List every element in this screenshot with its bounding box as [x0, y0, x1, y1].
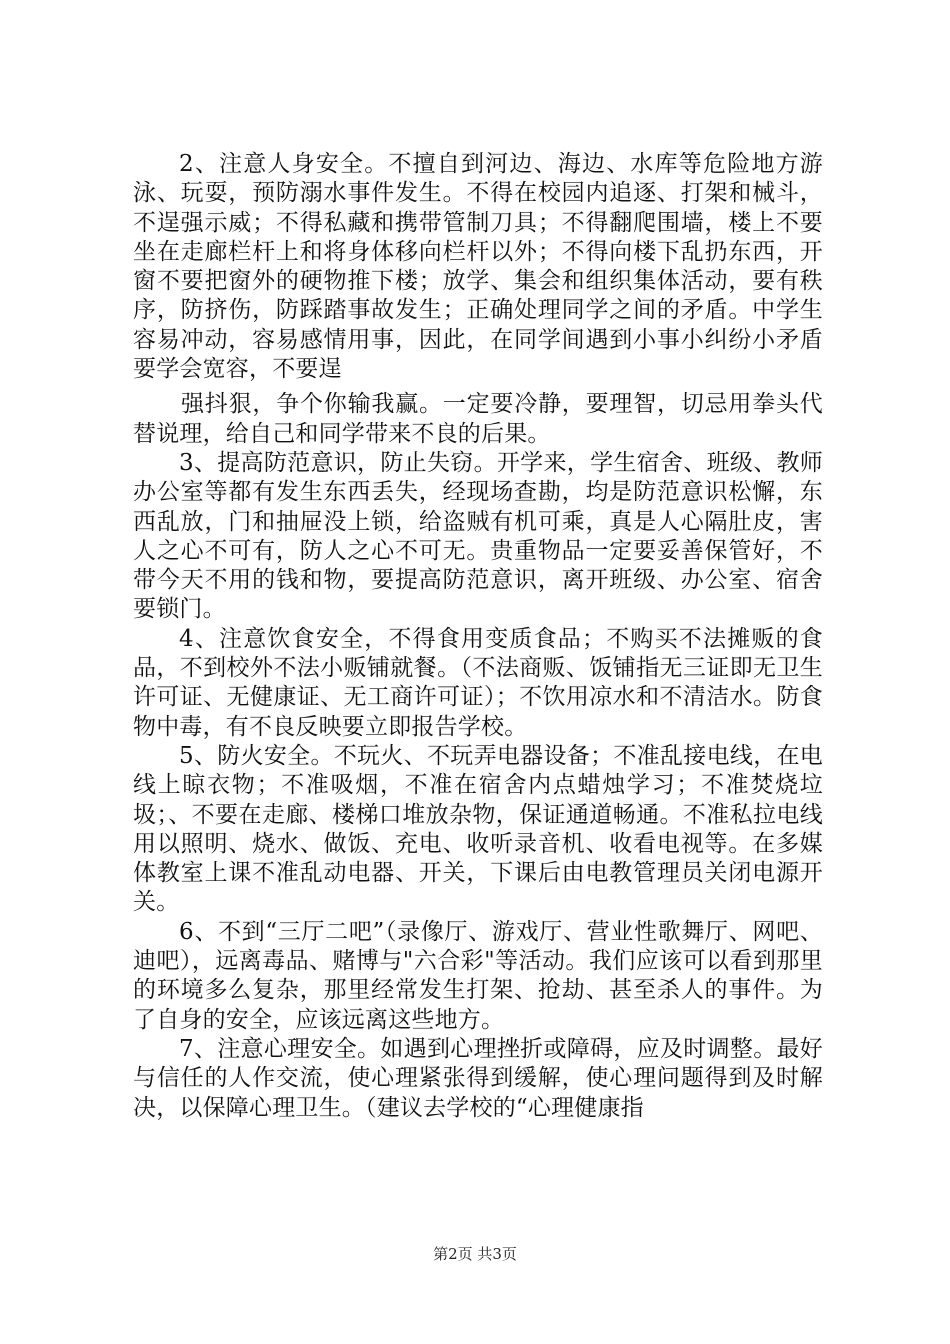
paragraph-food-safety: 4、注意饮食安全，不得食用变质食品；不购买不法摊贩的食品，不到校外不法小贩铺就餐。（不法商贩、饭铺指无三证即无卫生许可证、无健康证、无工商许可证）；不饮用凉水和不清洁水。防食物中毒，有不良反映要立即报告学校。: [133, 625, 823, 740]
paragraph-personal-safety-continued: 强抖狠，争个你输我赢。一定要冷静，要理智，切忌用拳头代替说理，给自己和同学带来不良的后果。: [133, 391, 823, 447]
paragraph-fire-safety: 5、防火安全。不玩火、不玩弄电器设备；不准乱接电线，在电线上晾衣物；不准吸烟，不准在宿舍内点蜡烛学习；不准焚烧垃圾；、不要在走廊、楼梯口堆放杂物，保证通道畅通。不准私拉电线用以照明、烧水、做饭、充电、收听录音机、收看电视等。在多媒体教室上课不准乱动电器、开关，下课后由电教管理员关闭电源开关。: [133, 742, 823, 916]
paragraph-entertainment-venues: 6、不到“三厅二吧”（录像厅、游戏厅、营业性歌舞厅、网吧、迪吧），远离毒品、赌博与"六合彩"等活动。我们应该可以看到那里的环境多么复杂，那里经常发生打架、抢劫、甚至杀人的事件。为了自身的安全，应该远离这些地方。: [133, 918, 823, 1033]
page-footer: 第2页 共3页: [433, 1245, 517, 1263]
document-body: [133, 150, 823, 1123]
paragraph-personal-safety: 2、注意人身安全。不擅自到河边、海边、水库等危险地方游泳、玩耍，预防溺水事件发生。不得在校园内追逐、打架和械斗，不逞强示威；不得私藏和携带管制刀具；不得翻爬围墙，楼上不要坐在走廊栏杆上和将身体移向栏杆以外；不得向楼下乱扔东西，开窗不要把窗外的硬物推下楼；放学、集会和组织集体活动，要有秩序，防挤伤，防踩踏事故发生；正确处理同学之间的矛盾。中学生容易冲动，容易感情用事，因此，在同学间遇到小事小纠纷小矛盾要学会宽容，不要逞: [133, 151, 823, 383]
paragraph-psychological-safety: 7、注意心理安全。如遇到心理挫折或障碍，应及时调整。最好与信任的人作交流，使心理紧张得到缓解，使心理问题得到及时解决，以保障心理卫生。（建议去学校的“心理健康指: [133, 1035, 823, 1121]
paragraph-theft-prevention: 3、提高防范意识，防止失窃。开学来，学生宿舍、班级、教师办公室等都有发生东西丢失，经现场查勘，均是防范意识松懈，东西乱放，门和抽屉没上锁，给盗贼有机可乘，真是人心隔肚皮，害人之心不可有，防人之心不可无。贵重物品一定要妥善保管好，不带今天不用的钱和物，要提高防范意识，离开班级、办公室、宿舍要锁门。: [133, 449, 823, 623]
